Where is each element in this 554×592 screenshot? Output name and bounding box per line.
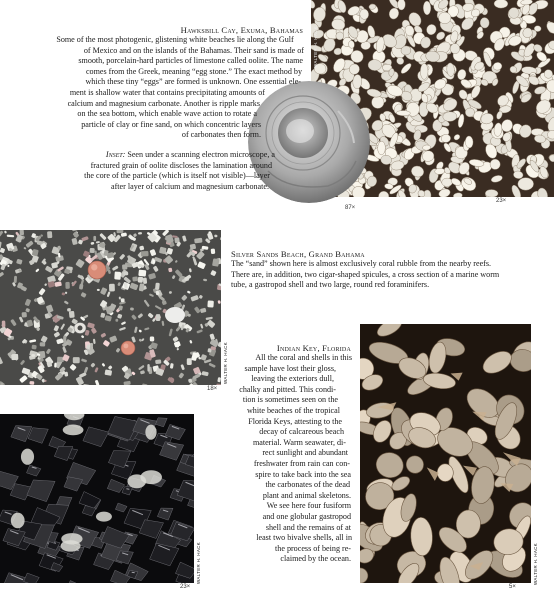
inset-magnification: 87× bbox=[345, 205, 356, 211]
shell-photo-credit: WALTER H. HACK bbox=[533, 543, 538, 585]
silver-sands-line: There are, in addition, two cigar-shaped spicules, a cross section of a marine worm bbox=[231, 269, 500, 279]
indian-key-line: the carbonates of the dead bbox=[265, 480, 350, 490]
indian-key-line: decay of calcareous beach bbox=[259, 427, 344, 437]
inset-caption bbox=[44, 150, 310, 192]
hawksbill-heading: Hawksbill Cay, Exuma, Bahamas bbox=[180, 25, 303, 35]
oolite-photo-magnification: 23× bbox=[496, 198, 507, 204]
inset-line: after layer of calcium and magnesium carbonate. bbox=[111, 181, 269, 191]
silver-sands-line: tube, a gastropod shell and two large, round red foraminifers. bbox=[231, 280, 430, 290]
silver-sands-paragraph bbox=[231, 259, 551, 291]
black-sand-photo-credit: WALTER H. HACK bbox=[196, 542, 201, 584]
hawksbill-line: smooth, porcelain-hard particles of limestone called oolite. The name bbox=[78, 56, 303, 66]
indian-key-line: sample have lost their gloss, bbox=[244, 363, 336, 373]
inset-line: the core of the particle (which is itself not visible)—layer bbox=[84, 171, 270, 181]
indian-key-line: least two bivalve shells, all in bbox=[256, 533, 352, 543]
hawksbill-line: particle of clay or fine sand, on which concentric layers bbox=[81, 119, 261, 129]
indian-key-line: shell and the remains of at bbox=[265, 522, 351, 532]
indian-key-line: rect sunlight and abundant bbox=[262, 448, 348, 458]
hawksbill-line: comes from the Greek, meaning “egg stone.” The exact method by bbox=[85, 66, 302, 76]
hawksbill-line: Some of the most photogenic, glistening white beaches lie along the Gulf bbox=[56, 35, 294, 44]
silver-sands-line: The “sand” shown here is almost exclusively coral rubble from the nearby reefs. bbox=[231, 259, 492, 268]
hawksbill-line: which these tiny “eggs” are formed is unknown. One essential ele- bbox=[85, 77, 301, 87]
indian-key-line: freshwater from rain can con- bbox=[253, 458, 350, 468]
hawksbill-line: calcium and magnesium carbonate. Another is ripple marks bbox=[67, 98, 260, 108]
coral-rubble-photo bbox=[0, 230, 221, 385]
indian-key-line: All the coral and shells in this bbox=[255, 353, 352, 362]
inset-line: Seen under a scanning electron microscope, a bbox=[125, 150, 275, 159]
indian-key-line: plant and animal skeletons. bbox=[262, 490, 351, 500]
indian-key-line: We see here four fusiform bbox=[266, 501, 351, 511]
shell-fragments-photo bbox=[360, 324, 531, 583]
black-sand-photo-magnification: 23× bbox=[180, 584, 191, 590]
hawksbill-line: ment is shallow water that contains precipitating amounts of bbox=[69, 87, 265, 97]
indian-key-line: leaving the exteriors dull, bbox=[251, 374, 334, 384]
inset-label: Inset: bbox=[105, 150, 126, 159]
indian-key-line: claimed by the ocean. bbox=[280, 554, 351, 564]
indian-key-paragraph bbox=[226, 353, 352, 565]
indian-key-line: Florida Keys, attesting to the bbox=[248, 416, 342, 426]
indian-key-line: chalky and pitted. This condi- bbox=[239, 384, 336, 394]
hawksbill-line: of Mexico and on the islands of the Bahamas. Their sand is made of bbox=[83, 45, 304, 55]
indian-key-line: the process of being re- bbox=[275, 543, 351, 553]
indian-key-line: material. Warm seawater, di- bbox=[252, 437, 346, 447]
coral-photo-credit: WALTER H. HACK bbox=[223, 342, 228, 384]
coral-photo-magnification: 18× bbox=[207, 386, 218, 392]
indian-key-line: tion is sometimes seen on the bbox=[242, 395, 338, 405]
silver-sands-heading: Silver Sands Beach, Grand Bahama bbox=[231, 249, 365, 259]
indian-key-line: white beaches of the tropical bbox=[246, 405, 340, 415]
hawksbill-line: on the sea bottom, which enable wave action to rotate a bbox=[77, 109, 257, 119]
inset-line: fractured grain of oolite discloses the lamination around bbox=[90, 160, 272, 170]
indian-key-line: and one globular gastropod bbox=[262, 511, 351, 521]
indian-key-heading: Indian Key, Florida bbox=[276, 343, 351, 353]
oolite-photo-credit: WALTER H. HACK bbox=[313, 26, 318, 68]
hawksbill-paragraph bbox=[40, 35, 310, 141]
indian-key-line: spire to take back into the sea bbox=[255, 469, 351, 479]
shell-photo-magnification: 5× bbox=[509, 584, 516, 590]
hawksbill-line: of carbonates then form. bbox=[181, 130, 261, 140]
black-sand-photo bbox=[0, 414, 194, 583]
